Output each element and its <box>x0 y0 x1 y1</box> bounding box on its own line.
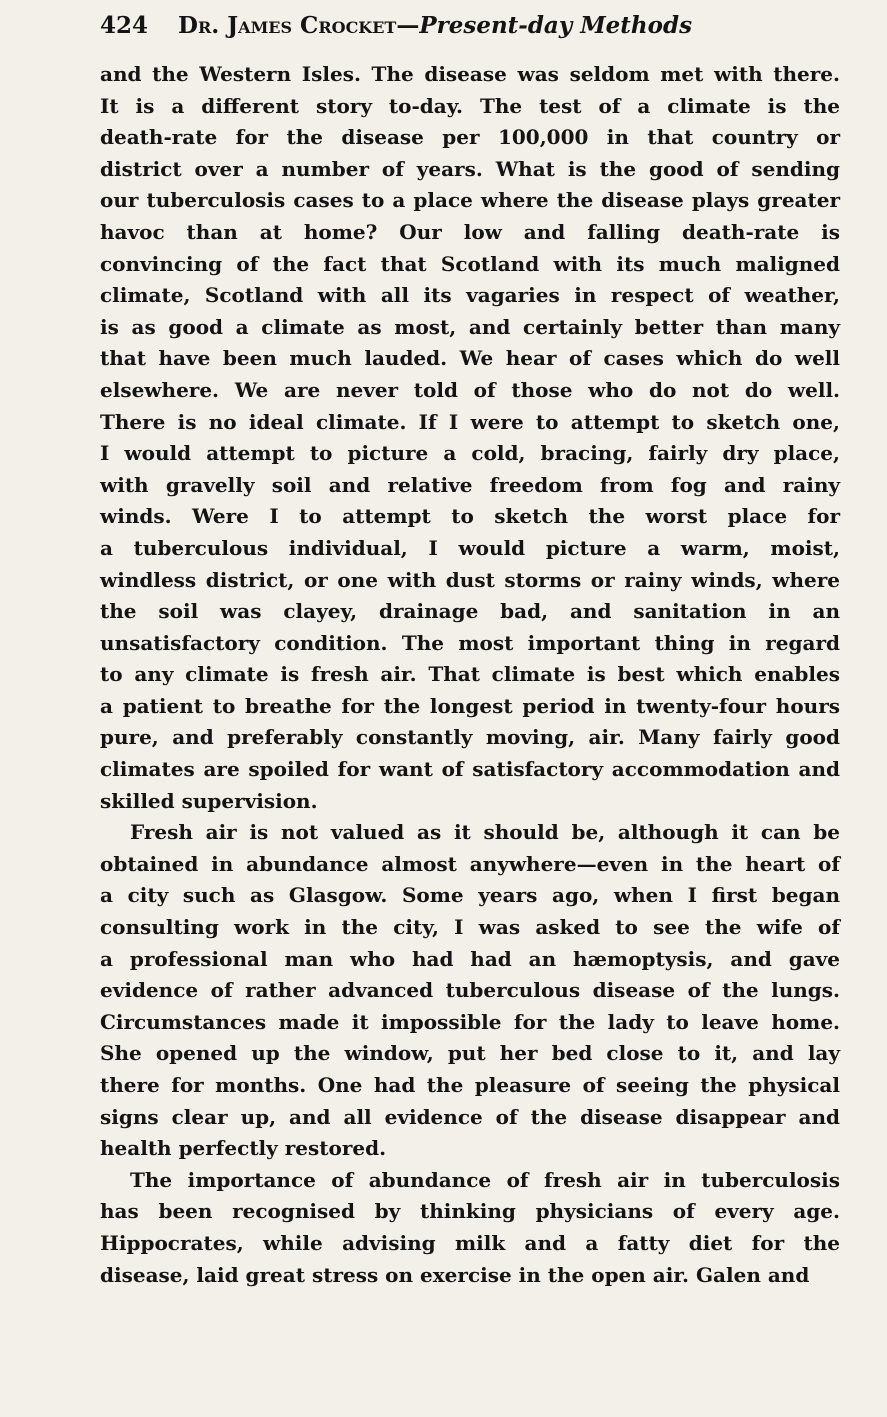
running-head <box>100 12 840 39</box>
title-dash: — <box>396 12 420 39</box>
text-line: a tuberculous individual, I would picture a warm, moist, <box>100 535 840 560</box>
text-line: climate, Scotland with all its vagaries in respect of weather, <box>100 283 840 308</box>
text-line: The importance of abundance of fresh air in tuberculosis <box>130 1167 840 1192</box>
text-line: winds. Were I to attempt to sketch the worst place for <box>100 504 840 529</box>
text-line: I would attempt to picture a cold, bracing, fairly dry place, <box>100 441 840 466</box>
text-line: is as good a climate as most, and certainly better than many <box>100 314 840 339</box>
paragraph <box>100 1165 840 1291</box>
text-line: district over a number of years. What is the good of sending <box>100 156 840 181</box>
text-line: has been recognised by thinking physicians of every age. <box>100 1199 840 1224</box>
text-line: to any climate is fresh air. That climate is best which enables <box>100 662 840 687</box>
text-line: Circumstances made it impossible for the lady to leave home. <box>100 1009 840 1034</box>
text-line: convincing of the fact that Scotland with its much maligned <box>100 251 840 276</box>
author-name: Dr. James Crocket <box>178 12 397 39</box>
text-line: unsatisfactory condition. The most important thing in regard <box>100 630 840 655</box>
book-title: Present-day Methods <box>419 12 693 39</box>
text-line: She opened up the window, put her bed close to it, and lay <box>100 1041 840 1066</box>
text-line: Hippocrates, while advising milk and a fatty diet for the <box>100 1230 840 1255</box>
text-line: a city such as Glasgow. Some years ago, when I first began <box>100 883 840 908</box>
text-line: and the Western Isles. The disease was seldom met with there. <box>100 62 840 86</box>
text-line: death-rate for the disease per 100,000 in that country or <box>100 125 840 150</box>
text-line: that have been much lauded. We hear of cases which do well <box>100 346 840 371</box>
text-line: climates are spoiled for want of satisfactory accommodation and <box>100 757 840 782</box>
text-line: windless district, or one with dust storms or rainy winds, where <box>100 567 840 592</box>
page-number: 424 <box>100 12 149 39</box>
text-line: skilled supervision. <box>100 788 318 813</box>
text-line: havoc than at home? Our low and falling death-rate is <box>100 219 840 244</box>
text-line: our tuberculosis cases to a place where the disease plays greater <box>100 188 840 213</box>
text-line: obtained in abundance almost anywhere—even in the heart of <box>100 851 840 876</box>
text-line: disease, laid great stress on exercise in the open air. Galen and <box>100 1262 810 1287</box>
text-line: there for months. One had the pleasure of seeing the physical <box>100 1073 840 1097</box>
paragraph <box>100 817 840 1165</box>
text-line: signs clear up, and all evidence of the disease disappear and <box>100 1104 840 1129</box>
text-line: the soil was clayey, drainage bad, and sanitation in an <box>100 599 840 624</box>
text-line: It is a different story to-day. The test of a climate is the <box>100 93 840 118</box>
text-line: with gravelly soil and relative freedom from fog and rainy <box>100 472 840 497</box>
text-line: pure, and preferably constantly moving, air. Many fairly good <box>100 725 840 750</box>
text-line: Fresh air is not valued as it should be, although it can be <box>130 820 840 845</box>
text-line: health perfectly restored. <box>100 1136 387 1161</box>
text-line: elsewhere. We are never told of those who do not do well. <box>100 377 840 402</box>
text-line: a professional man who had had an hæmoptysis, and gave <box>100 946 840 971</box>
text-line: There is no ideal climate. If I were to attempt to sketch one, <box>100 409 840 434</box>
paragraph <box>100 59 840 817</box>
text-line: consulting work in the city, I was asked to see the wife of <box>100 915 840 940</box>
text-line: evidence of rather advanced tuberculous disease of the lungs. <box>100 978 840 1003</box>
text-line: a patient to breathe for the longest period in twenty-four hours <box>100 693 840 718</box>
body-text <box>100 59 840 1291</box>
